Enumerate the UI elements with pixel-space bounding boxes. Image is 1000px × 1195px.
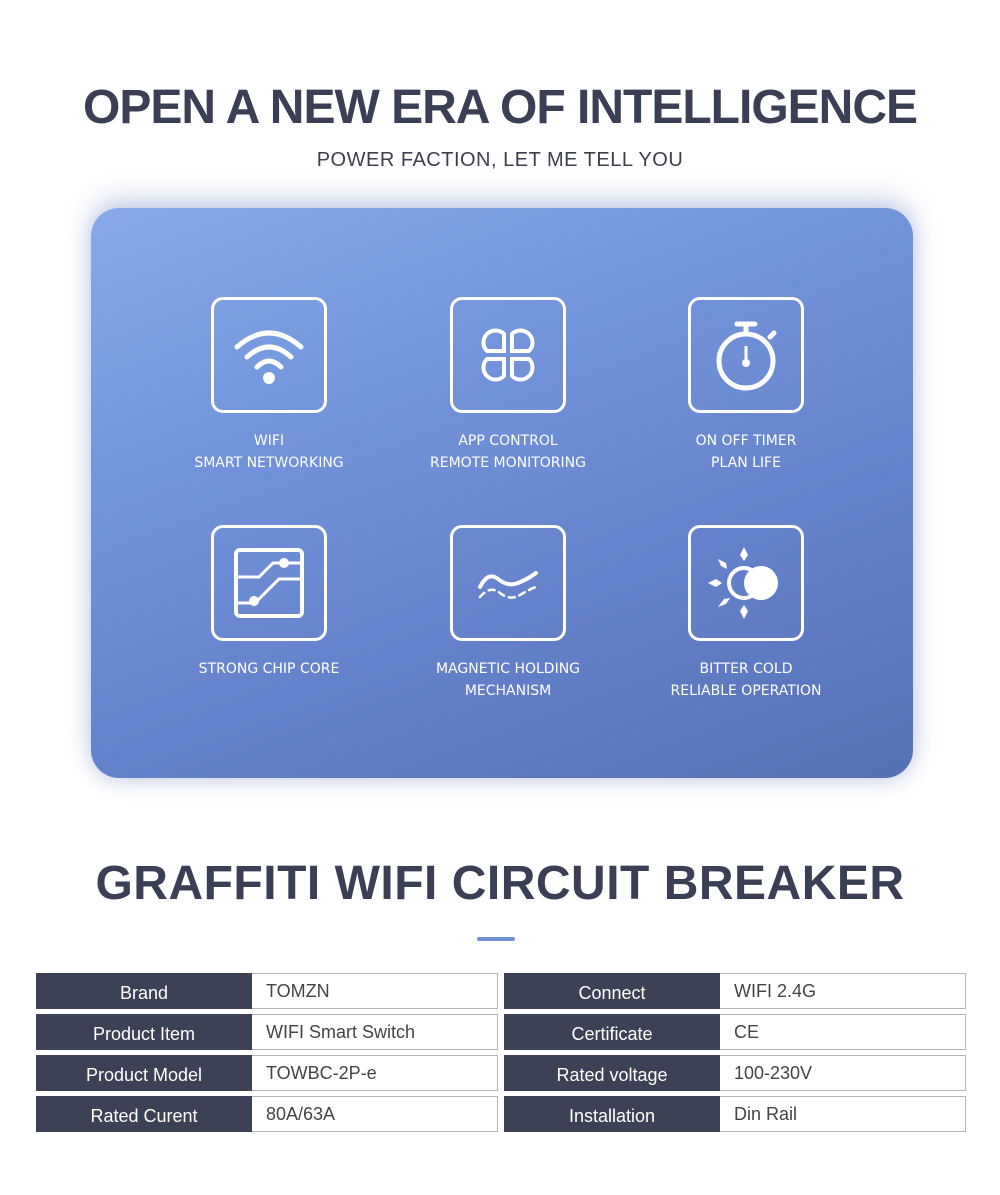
spec-row: [36, 973, 498, 1009]
app-grid-icon: [450, 297, 566, 413]
title-divider: [477, 937, 515, 941]
spec-row: [504, 1014, 966, 1050]
spec-row: [504, 1096, 966, 1132]
spec-key: Product Model: [36, 1055, 252, 1091]
wifi-icon: [211, 297, 327, 413]
chip-circuit-icon: [211, 525, 327, 641]
spec-row: [36, 1055, 498, 1091]
stopwatch-icon: [688, 297, 804, 413]
spec-key: Product Item: [36, 1014, 252, 1050]
spec-value: TOMZN: [252, 973, 498, 1009]
feature-wifi: [149, 297, 389, 474]
spec-key: Rated Curent: [36, 1096, 252, 1132]
feature-line2: REMOTE MONITORING: [430, 455, 586, 471]
feature-magnetic: [388, 525, 628, 702]
spec-row: [36, 1014, 498, 1050]
feature-line2: RELIABLE OPERATION: [670, 683, 822, 699]
feature-chip-core: [149, 525, 389, 680]
feature-line2: PLAN LIFE: [711, 455, 781, 471]
spec-value: 100-230V: [720, 1055, 966, 1091]
feature-line1: ON OFF TIMER: [695, 433, 797, 449]
spec-value: WIFI 2.4G: [720, 973, 966, 1009]
feature-cold: [626, 525, 866, 702]
spec-row: [36, 1096, 498, 1132]
feature-line2: MECHANISM: [464, 683, 552, 699]
spec-row: [504, 973, 966, 1009]
page-title: OPEN A NEW ERA OF INTELLIGENCE: [82, 81, 918, 134]
spec-value: WIFI Smart Switch: [252, 1014, 498, 1050]
product-title: GRAFFITI WIFI CIRCUIT BREAKER: [95, 857, 905, 910]
sun-cold-icon: [688, 525, 804, 641]
feature-line1: STRONG CHIP CORE: [198, 661, 340, 677]
spec-value: Din Rail: [720, 1096, 966, 1132]
spec-key: Installation: [504, 1096, 720, 1132]
spec-key: Brand: [36, 973, 252, 1009]
magnetic-wave-icon: [450, 525, 566, 641]
spec-row: [504, 1055, 966, 1091]
feature-line1: BITTER COLD: [699, 661, 793, 677]
spec-key: Certificate: [504, 1014, 720, 1050]
spec-key: Connect: [504, 973, 720, 1009]
page-subtitle: POWER FACTION, LET ME TELL YOU: [316, 149, 684, 171]
spec-key: Rated voltage: [504, 1055, 720, 1091]
spec-value: 80A/63A: [252, 1096, 498, 1132]
feature-line1: WIFI: [253, 433, 285, 449]
feature-line1: APP CONTROL: [458, 433, 558, 449]
feature-timer: [626, 297, 866, 474]
feature-line1: MAGNETIC HOLDING: [435, 661, 581, 677]
spec-value: CE: [720, 1014, 966, 1050]
feature-app-control: [388, 297, 628, 474]
features-panel: [91, 208, 913, 778]
feature-line2: SMART NETWORKING: [194, 455, 344, 471]
spec-value: TOWBC-2P-e: [252, 1055, 498, 1091]
